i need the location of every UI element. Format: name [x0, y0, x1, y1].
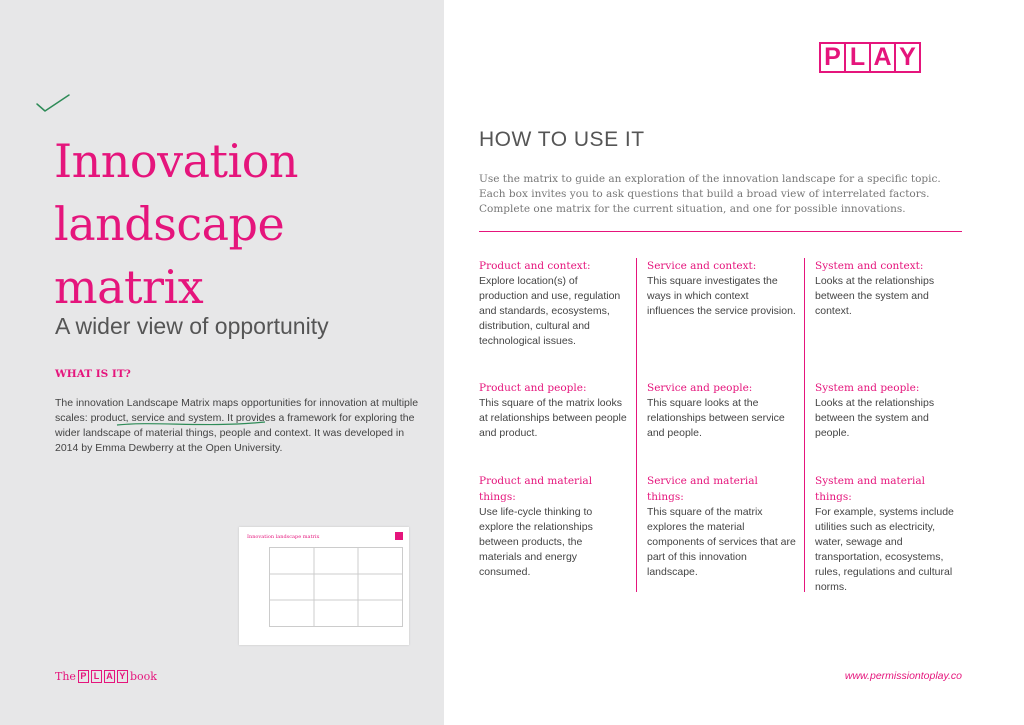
- cell-product-material: [479, 473, 599, 580]
- logo-letter: Y: [894, 42, 921, 73]
- column-divider: [636, 258, 637, 592]
- thumbnail-logo-icon: [395, 532, 403, 540]
- what-is-it-heading: WHAT IS IT?: [55, 368, 131, 380]
- footer-letter: P: [78, 670, 89, 683]
- thumbnail-grid: [269, 547, 403, 627]
- cell-body: This square looks at the relationships between service and people.: [647, 397, 785, 439]
- title-line: matrix: [54, 260, 204, 314]
- cell-body: This square investigates the ways in which context influences the service provision.: [647, 275, 796, 317]
- footer-letter: L: [91, 670, 102, 683]
- column-divider: [804, 258, 805, 592]
- cell-body: Use life-cycle thinking to explore the relationships between products, the materials and energy consumed.: [479, 506, 593, 578]
- footer-letter: Y: [117, 670, 128, 683]
- website-link[interactable]: www.permissiontoplay.co: [844, 670, 962, 682]
- cell-product-people: [479, 380, 629, 441]
- title-line: landscape: [54, 197, 285, 251]
- cell-body: This square of the matrix looks at relationships between people and product.: [479, 397, 627, 439]
- cell-heading: System and context:: [815, 260, 924, 272]
- cell-heading: Product and context:: [479, 260, 591, 272]
- logo-letter: L: [844, 42, 871, 73]
- page-title: [54, 130, 298, 319]
- cell-service-material: [647, 473, 797, 580]
- footer-the: The: [55, 670, 76, 683]
- play-logo: [819, 42, 921, 73]
- cell-service-people: [647, 380, 797, 441]
- cell-heading: Service and context:: [647, 260, 757, 272]
- cell-heading: Service and people:: [647, 382, 753, 394]
- checkmark-icon: [35, 92, 71, 114]
- title-line: Innovation: [54, 134, 299, 188]
- cell-service-context: [647, 258, 797, 319]
- cell-body: Looks at the relationships between the system and people.: [815, 397, 935, 439]
- hand-drawn-underline: [116, 419, 266, 429]
- cell-heading: System and material things:: [815, 475, 925, 503]
- usage-paragraph: Use the matrix to guide an exploration of the innovation landscape for a specific topic. Each box invites you to ask questions that build a broad view of interrelated factors. Complete one matrix for the current situation, and one for possible innovations.: [479, 173, 941, 215]
- cell-body: This square of the matrix explores the material components of services that are part of this innovation landscape.: [647, 506, 796, 578]
- cell-system-material: [815, 473, 965, 595]
- cell-heading: Service and material things:: [647, 475, 758, 503]
- cell-heading: System and people:: [815, 382, 920, 394]
- divider: [479, 231, 962, 232]
- left-panel: [0, 0, 444, 725]
- how-to-use-heading: HOW TO USE IT: [479, 128, 645, 151]
- cell-body: Explore location(s) of production and use, regulation and standards, ecosystems, distribution, cultural and technological issues.: [479, 275, 621, 347]
- cell-heading: Product and people:: [479, 382, 587, 394]
- cell-body: Looks at the relationships between the system and context.: [815, 275, 935, 317]
- cell-system-context: [815, 258, 965, 319]
- cell-product-context: [479, 258, 629, 349]
- thumbnail-title: Innovation landscape matrix: [247, 534, 320, 540]
- cell-body: For example, systems include utilities such as electricity, water, sewage and transportation, ecosystems, rules, regulations and cultural norms.: [815, 506, 954, 593]
- page-subtitle: A wider view of opportunity: [55, 313, 329, 339]
- cell-heading: Product and material things:: [479, 475, 593, 503]
- footer-letter: A: [104, 670, 115, 683]
- logo-letter: A: [869, 42, 896, 73]
- intro-paragraph: The innovation Landscape Matrix maps opportunities for innovation at multiple scales: product, service and system. It provides a framework for exploring the wider landscape of material things, people and context. It was developed in 2014 by Emma Dewberry at the Open University.: [55, 397, 419, 454]
- cell-system-people: [815, 380, 965, 441]
- matrix-thumbnail[interactable]: [239, 527, 409, 645]
- logo-letter: P: [819, 42, 846, 73]
- footer-book: book: [129, 670, 157, 683]
- playbook-footer: [55, 670, 157, 683]
